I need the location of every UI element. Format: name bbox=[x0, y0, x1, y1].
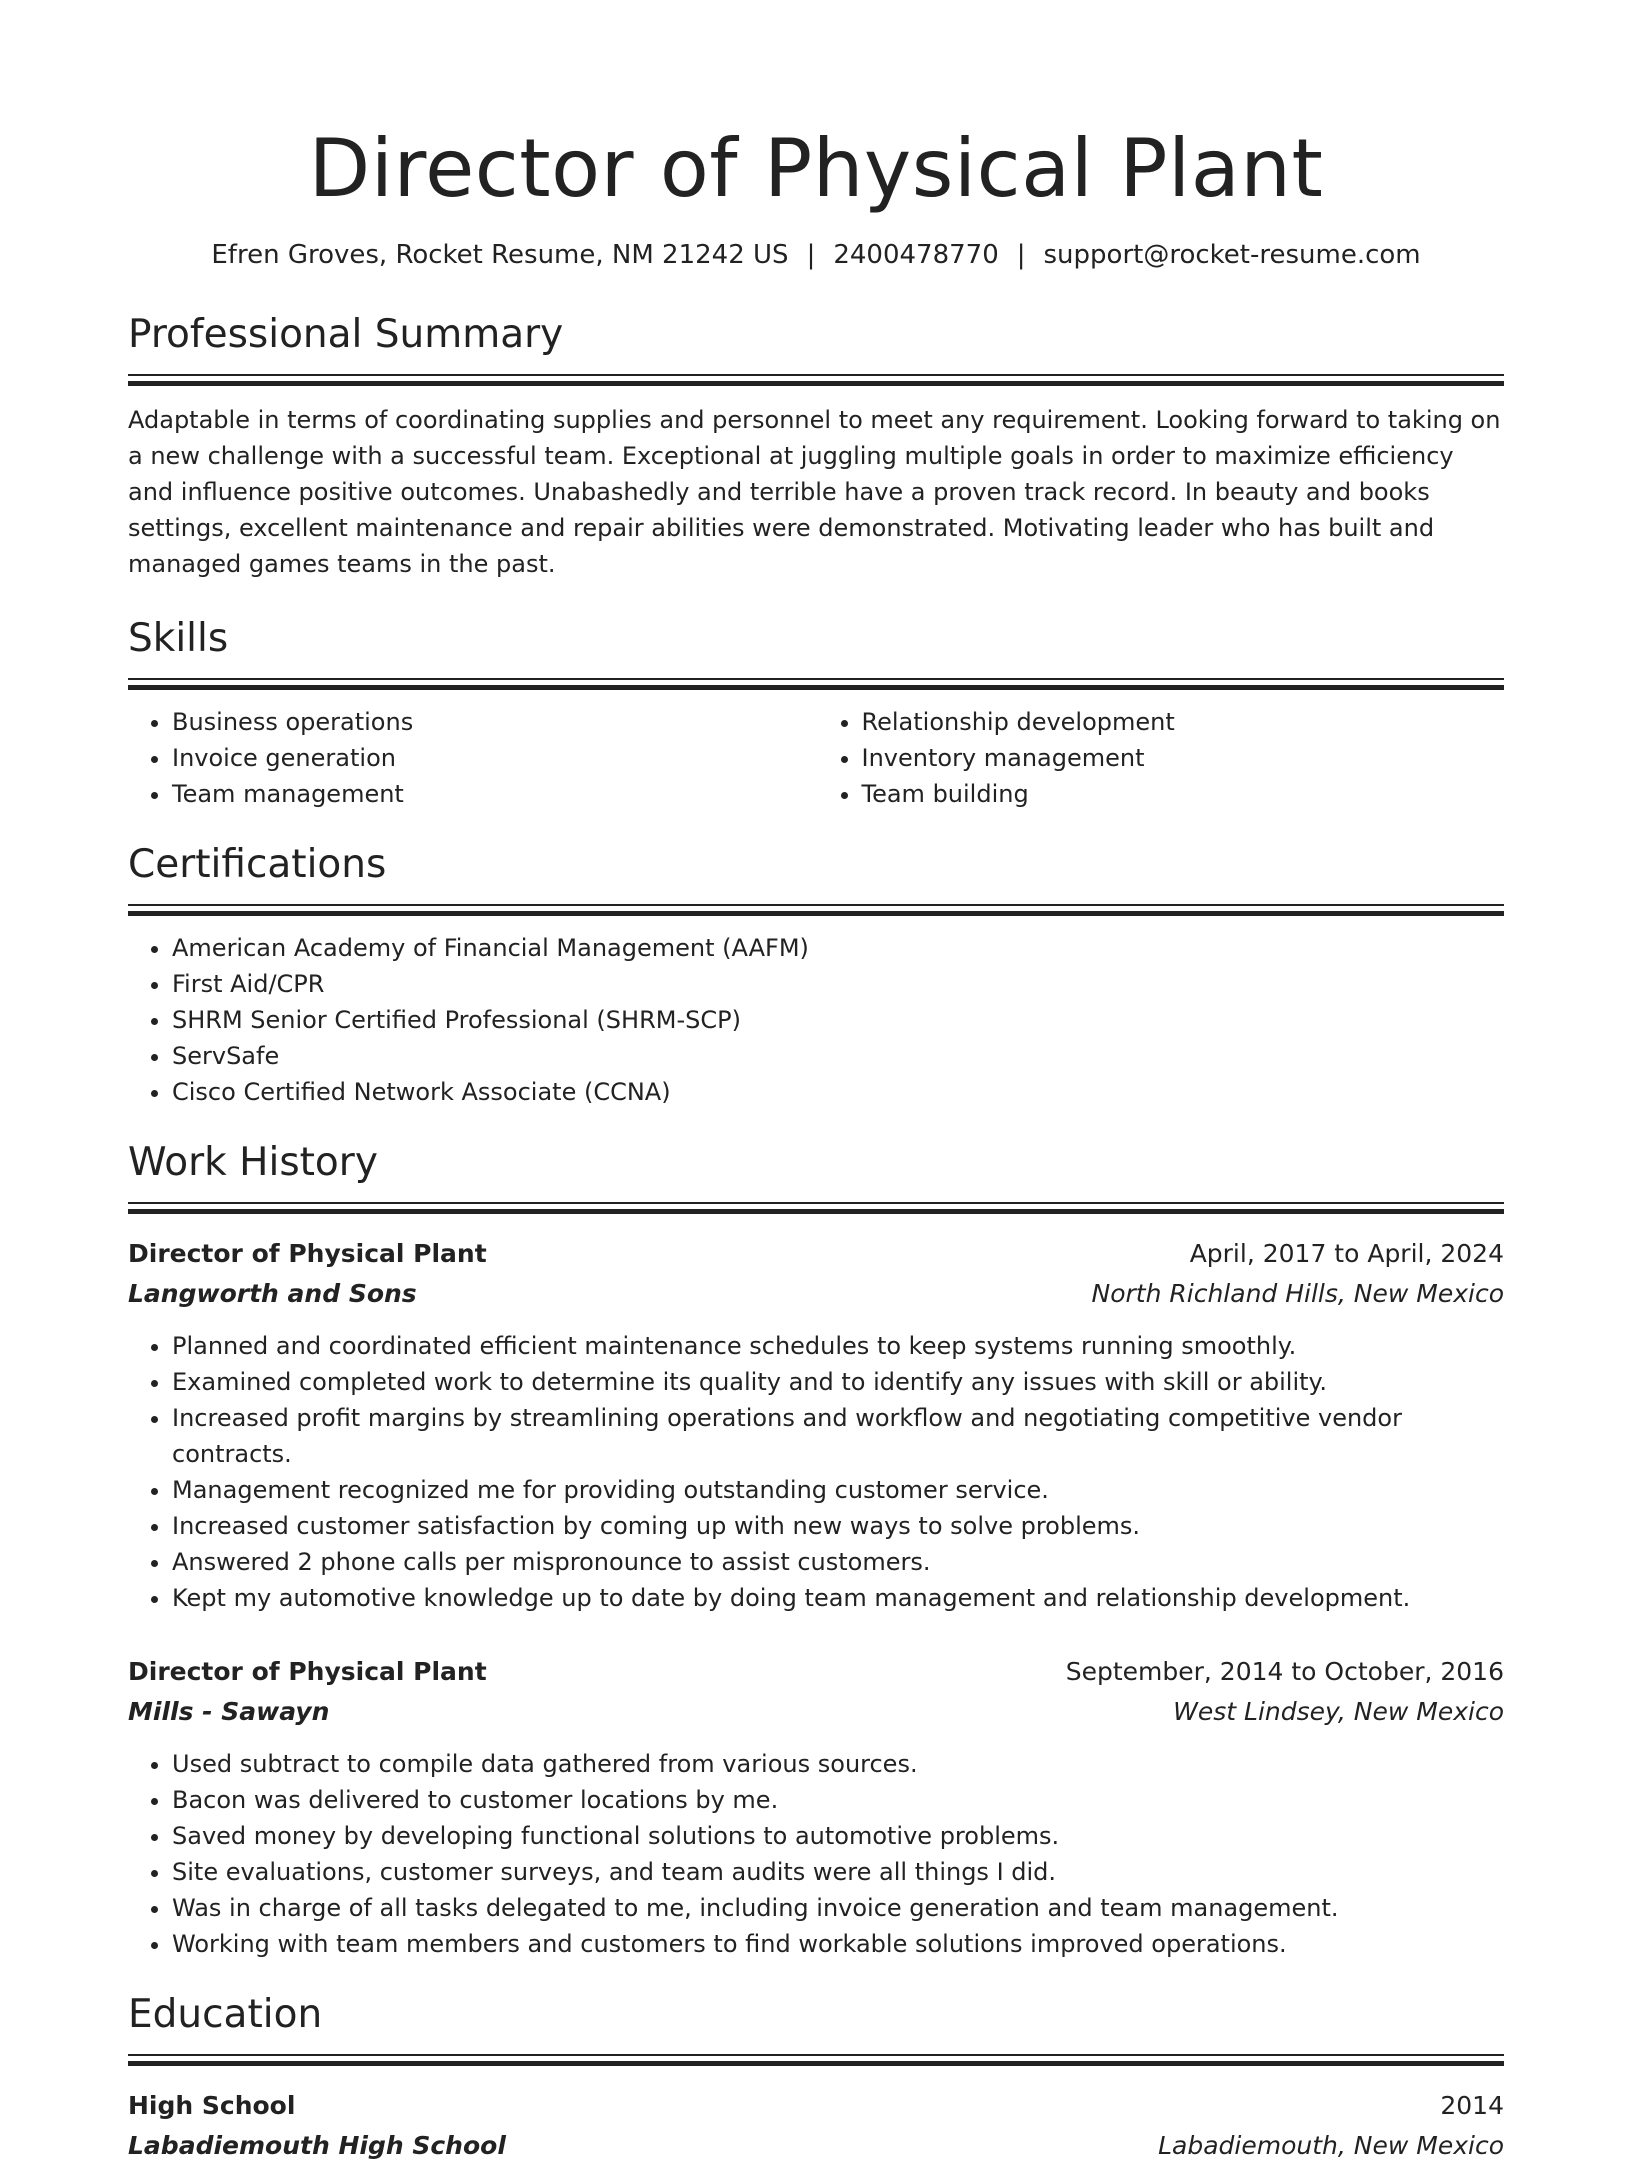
certifications-section bbox=[128, 842, 1504, 1110]
section-heading-skills: Skills bbox=[128, 616, 229, 661]
job-bullet: • Management recognized me for providing outstanding customer service. bbox=[172, 1472, 1504, 1508]
certification-item: • SHRM Senior Certified Professional (SHRM-SCP) bbox=[172, 1002, 1504, 1038]
skill-item: • Business operations bbox=[172, 704, 815, 740]
job-bullet: • Increased profit margins by streamlining operations and workflow and negotiating competitive vendor contracts. bbox=[172, 1400, 1504, 1472]
certification-item: • ServSafe bbox=[172, 1038, 1504, 1074]
job-location: West Lindsey, New Mexico bbox=[1173, 1697, 1504, 1726]
section-divider bbox=[128, 2054, 1504, 2066]
section-heading-certifications: Certifications bbox=[128, 842, 387, 887]
contact-phone: 2400478770 bbox=[833, 240, 999, 270]
resume-title: Director of Physical Plant bbox=[308, 122, 1324, 215]
job-header-row bbox=[128, 1652, 1504, 1692]
job-header-row bbox=[128, 1234, 1504, 1274]
job-bullets bbox=[128, 1746, 1504, 1962]
skills-grid bbox=[128, 690, 1504, 812]
education-year: 2014 bbox=[1440, 2091, 1504, 2120]
job-bullet: • Working with team members and customers to find workable solutions improved operations. bbox=[172, 1926, 1504, 1962]
job-company: Langworth and Sons bbox=[128, 1279, 417, 1308]
education-header-row bbox=[128, 2086, 1504, 2126]
job-title: Director of Physical Plant bbox=[128, 1239, 487, 1268]
job-company: Mills - Sawayn bbox=[128, 1697, 330, 1726]
job-entry bbox=[128, 1234, 1504, 1616]
section-heading-education: Education bbox=[128, 1992, 323, 2037]
certification-item: • First Aid/CPR bbox=[172, 966, 1504, 1002]
job-bullet: • Increased customer satisfaction by coming up with new ways to solve problems. bbox=[172, 1508, 1504, 1544]
certification-item: • American Academy of Financial Management (AAFM) bbox=[172, 930, 1504, 966]
contact-separator: | bbox=[1016, 240, 1026, 270]
summary-text: Adaptable in terms of coordinating supplies and personnel to meet any requirement. Looking forward to taking on a new challenge with a successful team. Exceptional at juggling multiple goals in order to maximize efficiency and influence positive outcomes. Unabashedly and terrible have a proven track record. In beauty and books settings, excellent maintenance and repair abilities were demonstrated. Motivating leader who has built and managed games teams in the past. bbox=[128, 406, 1501, 578]
education-school: Labadiemouth High School bbox=[128, 2131, 506, 2160]
contact-email: support@rocket-resume.com bbox=[1043, 240, 1421, 270]
education-entry bbox=[128, 2086, 1504, 2166]
job-location: North Richland Hills, New Mexico bbox=[1091, 1279, 1504, 1308]
section-divider bbox=[128, 678, 1504, 690]
skill-item: • Team building bbox=[862, 776, 1505, 812]
certifications-list bbox=[128, 930, 1504, 1110]
section-divider bbox=[128, 1202, 1504, 1214]
summary-section bbox=[128, 312, 1504, 582]
education-degree: High School bbox=[128, 2091, 296, 2120]
job-dates: April, 2017 to April, 2024 bbox=[1189, 1239, 1504, 1268]
education-school-row bbox=[128, 2126, 1504, 2166]
job-company-row bbox=[128, 1274, 1504, 1314]
job-title: Director of Physical Plant bbox=[128, 1657, 487, 1686]
skill-item: • Team management bbox=[172, 776, 815, 812]
work-history-section bbox=[128, 1140, 1504, 1962]
job-bullet: • Bacon was delivered to customer locations by me. bbox=[172, 1782, 1504, 1818]
skill-item: • Invoice generation bbox=[172, 740, 815, 776]
job-entry bbox=[128, 1652, 1504, 1962]
job-bullet: • Used subtract to compile data gathered from various sources. bbox=[172, 1746, 1504, 1782]
skills-list-left bbox=[128, 704, 815, 812]
job-company-row bbox=[128, 1692, 1504, 1732]
job-dates: September, 2014 to October, 2016 bbox=[1065, 1657, 1504, 1686]
skill-item: • Inventory management bbox=[862, 740, 1505, 776]
section-heading-work-history: Work History bbox=[128, 1140, 378, 1185]
job-bullet: • Site evaluations, customer surveys, and team audits were all things I did. bbox=[172, 1854, 1504, 1890]
job-bullet: • Examined completed work to determine its quality and to identify any issues with skill or ability. bbox=[172, 1364, 1504, 1400]
contact-address: Efren Groves, Rocket Resume, NM 21242 US bbox=[211, 240, 789, 270]
skills-list-right bbox=[815, 704, 1505, 812]
section-divider bbox=[128, 904, 1504, 916]
contact-separator: | bbox=[806, 240, 816, 270]
section-divider bbox=[128, 374, 1504, 386]
contact-line bbox=[128, 238, 1504, 272]
section-heading-summary: Professional Summary bbox=[128, 312, 564, 357]
certification-item: • Cisco Certified Network Associate (CCNA) bbox=[172, 1074, 1504, 1110]
job-bullet: • Kept my automotive knowledge up to date by doing team management and relationship development. bbox=[172, 1580, 1504, 1616]
job-bullet: • Answered 2 phone calls per mispronounce to assist customers. bbox=[172, 1544, 1504, 1580]
education-section bbox=[128, 1992, 1504, 2166]
skills-section bbox=[128, 616, 1504, 812]
job-bullets bbox=[128, 1328, 1504, 1616]
job-bullet: • Was in charge of all tasks delegated to me, including invoice generation and team management. bbox=[172, 1890, 1504, 1926]
skill-item: • Relationship development bbox=[862, 704, 1505, 740]
job-bullet: • Saved money by developing functional solutions to automotive problems. bbox=[172, 1818, 1504, 1854]
education-location: Labadiemouth, New Mexico bbox=[1158, 2131, 1504, 2160]
job-bullet: • Planned and coordinated efficient maintenance schedules to keep systems running smoothly. bbox=[172, 1328, 1504, 1364]
